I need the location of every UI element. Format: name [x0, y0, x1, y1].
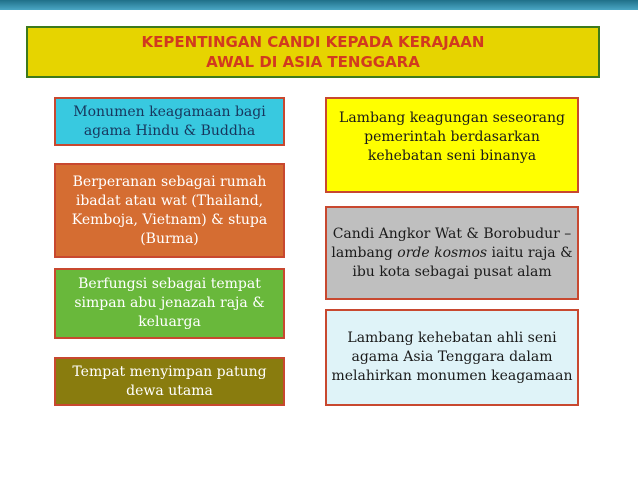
diagram-title	[26, 26, 600, 78]
box-hindu-buddha-monument	[54, 97, 285, 146]
text-part-2: iaitu raja & ibu kota sebagai pusat alam	[352, 244, 573, 280]
box-text: Berperanan sebagai rumah ibadat atau wat (Thailand, Kemboja, Vietnam) & stupa (Burma)	[71, 173, 268, 247]
title-line-2: AWAL DI ASIA TENGGARA	[206, 53, 420, 71]
box-text: Tempat menyimpan patung dewa utama	[72, 363, 267, 399]
box-text: Berfungsi sebagai tempat simpan abu jenazah raja & keluarga	[74, 276, 265, 330]
box-deity-statue	[54, 357, 285, 406]
title-line-1: KEPENTINGAN CANDI KEPADA KERAJAAN	[141, 33, 485, 51]
box-text: Lambang keagungan seseorang pemerintah berdasarkan kehebatan seni binanya	[339, 110, 565, 164]
text-part-1: Candi Angkor Wat & Borobudur – lambang	[331, 225, 572, 261]
box-text: Monumen keagamaan bagi agama Hindu & Buddha	[73, 103, 266, 139]
box-text: Lambang kehebatan ahli seni agama Asia Tenggara dalam melahirkan monumen keagamaan	[331, 330, 573, 384]
top-decorative-band	[0, 0, 638, 10]
box-angkor-borobudur	[325, 206, 579, 300]
box-artisan-excellence	[325, 309, 579, 406]
box-ruler-greatness	[325, 97, 579, 193]
box-house-of-worship	[54, 163, 285, 258]
box-text	[331, 225, 573, 282]
box-royal-ashes	[54, 268, 285, 339]
text-italic-orde-kosmos: orde kosmos	[397, 244, 488, 261]
